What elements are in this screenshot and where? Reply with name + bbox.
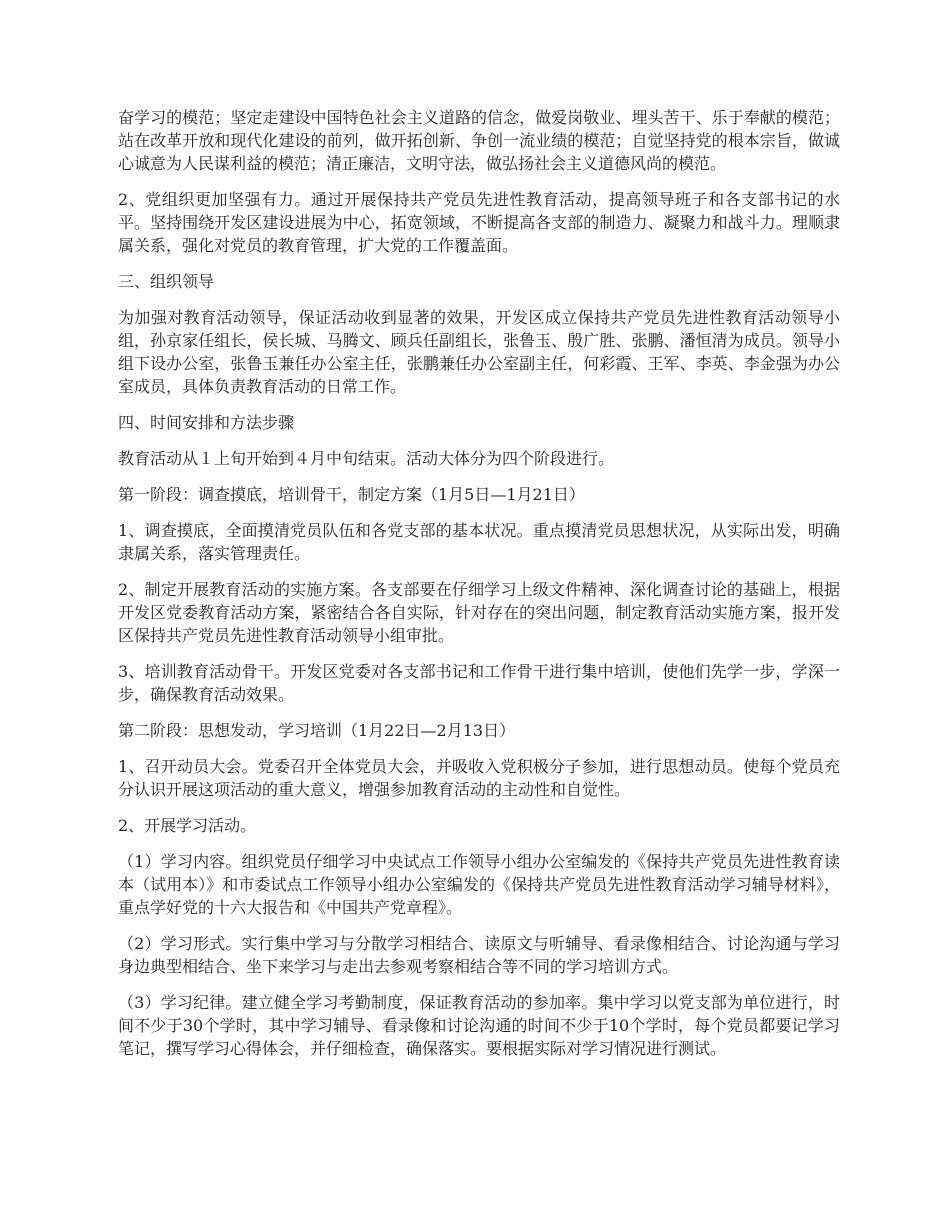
section-heading-schedule: 四、时间安排和方法步骤 [118,413,295,432]
paragraph-study-form: （2）学习形式。实行集中学习与分散学习相结合、读原文与听辅导、看录像相结合、讨论沟通与学习身边典型相结合、坐下来学习与走出去参观考察相结合等不同的学习培训方式。 [118,934,840,976]
stage-heading-2: 第二阶段：思想发动，学习培训（1月22日—2月13日） [118,721,516,740]
section-heading-organization-leadership: 三、组织领导 [118,272,215,291]
paragraph-stage2-item1: 1、召开动员大会。党委召开全体党员大会，并吸收入党积极分子参加，进行思想动员。使每个党员充分认识开展这项活动的重大意义，增强参加教育活动的主动性和自觉性。 [118,757,840,799]
paragraph-stage2-item2: 2、开展学习活动。 [118,816,257,835]
paragraph-party-organization: 2、党组织更加坚强有力。通过开展保持共产党员先进性教育活动，提高领导班子和各支部书记的水平。坚持围绕开发区建设进展为中心，拓宽领域，不断提高各支部的制造力、凝聚力和战斗力。理顺隶属关系，强化对党员的教育管理，扩大党的工作覆盖面。 [118,190,840,255]
paragraph-continuation: 奋学习的模范；坚定走建设中国特色社会主义道路的信念，做爱岗敬业、埋头苦干、乐于奉献的模范；站在改革开放和现代化建设的前列，做开拓创新、争创一流业绩的模范；自觉坚持党的根本宗旨，做诚心诚意为人民谋利益的模范；清正廉洁，文明守法，做弘扬社会主义道德风尚的模范。 [118,108,840,173]
document-body [118,106,840,1073]
paragraph-leadership-group: 为加强对教育活动领导，保证活动收到显著的效果，开发区成立保持共产党员先进性教育活动领导小组，孙京家任组长，侯长城、马腾文、顾兵任副组长，张鲁玉、殷广胜、张鹏、潘恒清为成员。领导小组下设办公室，张鲁玉兼任办公室主任，张鹏兼任办公室副主任，何彩霞、王军、李英、李金强为办公室成员，具体负责教育活动的日常工作。 [118,308,840,396]
paragraph-stage1-item3: 3、培训教育活动骨干。开发区党委对各支部书记和工作骨干进行集中培训，使他们先学一步，学深一步，确保教育活动效果。 [118,662,840,704]
paragraph-schedule-overview: 教育活动从１上旬开始到４月中旬结束。活动大体分为四个阶段进行。 [118,449,615,468]
paragraph-stage1-item1: 1、调查摸底，全面摸清党员队伍和各党支部的基本状况。重点摸清党员思想状况，从实际出发，明确隶属关系，落实管理责任。 [118,521,840,563]
paragraph-study-discipline: （3）学习纪律。建立健全学习考勤制度，保证教育活动的参加率。集中学习以党支部为单位进行，时间不少于30个学时，其中学习辅导、看录像和讨论沟通的时间不少于10个学时，每个党员都要记学习笔记，撰写学习心得体会，并仔细检查，确保落实。要根据实际对学习情况进行测试。 [118,993,840,1058]
stage-heading-1: 第一阶段：调查摸底，培训骨干，制定方案（1月5日—1月21日） [118,485,585,504]
paragraph-study-content: （1）学习内容。组织党员仔细学习中央试点工作领导小组办公室编发的《保持共产党员先进性教育读本（试用本）》和市委试点工作领导小组办公室编发的《保持共产党员先进性教育活动学习辅导材料》，重点学好党的十六大报告和《中国共产党章程》。 [118,852,840,917]
paragraph-stage1-item2: 2、制定开展教育活动的实施方案。各支部要在仔细学习上级文件精神、深化调查讨论的基础上，根据开发区党委教育活动方案，紧密结合各自实际，针对存在的突出问题，制定教育活动实施方案，报开发区保持共产党员先进性教育活动领导小组审批。 [118,580,840,645]
